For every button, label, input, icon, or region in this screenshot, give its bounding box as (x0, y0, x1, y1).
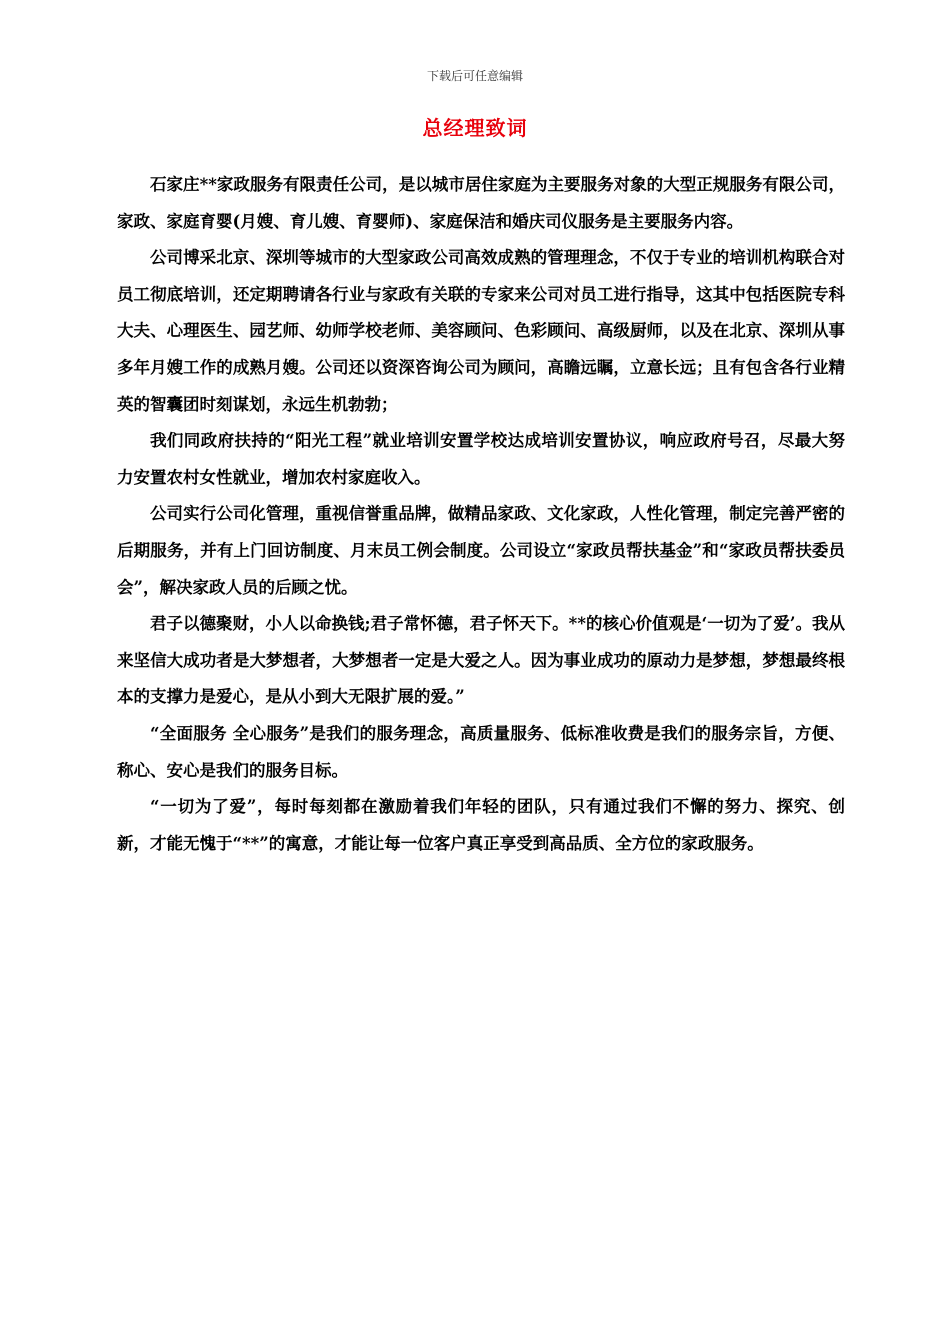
paragraph-6: “全面服务 全心服务”是我们的服务理念，高质量服务、低标准收费是我们的服务宗旨，方便、称心、安心是我们的服务目标。 (117, 723, 845, 780)
paragraph-7: “一切为了爱”，每时每刻都在激励着我们年轻的团队，只有通过我们不懈的努力、探究、创新，才能无愧于“**”的寓意，才能让每一位客户真正享受到高品质、全方位的家政服务。 (117, 797, 845, 853)
paragraph-5: 君子以德聚财，小人以命换钱;君子常怀德，君子怀天下。**的核心价值观是‘一切为了爱’。我从来坚信大成功者是大梦想者，大梦想者一定是大爱之人。因为事业成功的原动力是梦想，梦想最终根本的支撑力是爱心，是从小到大无限扩展的爱。” (117, 614, 845, 707)
page-title: 总经理致词 (422, 116, 528, 140)
paragraph-2: 公司博采北京、深圳等城市的大型家政公司高效成熟的管理理念，不仅于专业的培训机构联合对员工彻底培训，还定期聘请各行业与家政有关联的专家来公司对员工进行指导，这其中包括医院专科大夫、心理医生、园艺师、幼师学校老师、美容顾问、色彩顾问、高级厨师，以及在北京、深圳从事多年月嫂工作的成熟月嫂。公司还以资深咨询公司为顾问，高瞻远瞩，立意长远；且有包含各行业精英的智囊团时刻谋划，永远生机勃勃； (117, 248, 845, 414)
paragraph-4: 公司实行公司化管理，重视信誉重品牌，做精品家政、文化家政，人性化管理，制定完善严密的后期服务，并有上门回访制度、月末员工例会制度。公司设立“家政员帮扶基金”和“家政员帮扶委员会”，解决家政人员的后顾之忧。 (117, 504, 845, 597)
paragraph-3: 我们同政府扶持的“阳光工程”就业培训安置学校达成培训安置协议，响应政府号召，尽最大努力安置农村女性就业，增加农村家庭收入。 (117, 431, 845, 487)
document-body (117, 167, 845, 862)
paragraph-1: 石家庄**家政服务有限责任公司，是以城市居住家庭为主要服务对象的大型正规服务有限公司，家政、家庭育婴(月嫂、育儿嫂、育婴师)、家庭保洁和婚庆司仪服务是主要服务内容。 (117, 175, 845, 231)
header-note: 下载后可任意编辑 (426, 69, 523, 83)
